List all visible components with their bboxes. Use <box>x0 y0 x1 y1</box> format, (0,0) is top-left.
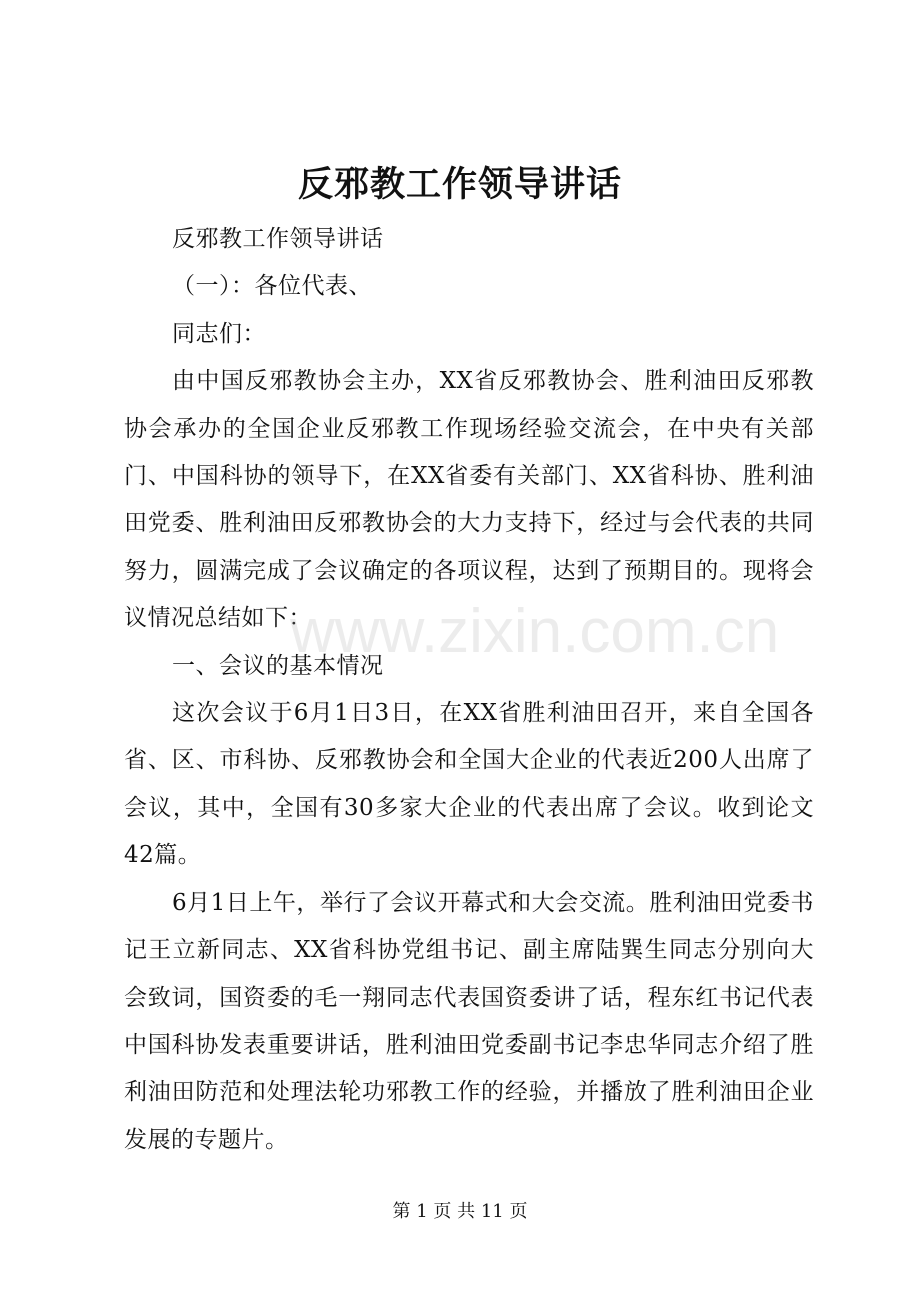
document-title: 反邪教工作领导讲话 <box>297 164 622 205</box>
paragraph-heading-basic: 一、会议的基本情况 <box>172 652 384 679</box>
paragraph-section-one: （一）：各位代表、 <box>172 273 372 300</box>
watermark-text: www.zixin.com.cn <box>290 597 780 666</box>
document-body <box>124 216 814 1164</box>
paragraph-june-first: 6月1日上午，举行了会议开幕式和大会交流。胜利油田党委书记王立新同志、XX省科协党组书记、副主席陆巽生同志分别向大会致词，国资委的毛一翔同志代表国资委讲了话，程东红书记代表中国科协发表重要讲话，胜利油田党委副书记李忠华同志介绍了胜利油田防范和处理法轮功邪教工作的经验，并播放了胜利油田企业发展的专题片。 <box>124 889 814 1153</box>
paragraph-greeting: 同志们： <box>172 320 266 347</box>
page-footer: 第 1 页 共 11 页 <box>392 1201 528 1222</box>
paragraph-subtitle: 反邪教工作领导讲话 <box>172 226 384 252</box>
paragraph-meeting-details: 这次会议于6月1日3日，在XX省胜利油田召开，来自全国各省、区、市科协、反邪教协会和全国大企业的代表近200人出席了会议，其中，全国有30多家大企业的代表出席了会议。收到论文42篇。 <box>124 700 814 869</box>
paragraph-intro: 由中国反邪教协会主办，XX省反邪教协会、胜利油田反邪教协会承办的全国企业反邪教工作现场经验交流会，在中央有关部门、中国科协的领导下，在XX省委有关部门、XX省科协、胜利油田党委、胜利油田反邪教协会的大力支持下，经过与会代表的共同努力，圆满完成了会议确定的各项议程，达到了预期目的。现将会议情况总结如下： <box>124 368 814 632</box>
